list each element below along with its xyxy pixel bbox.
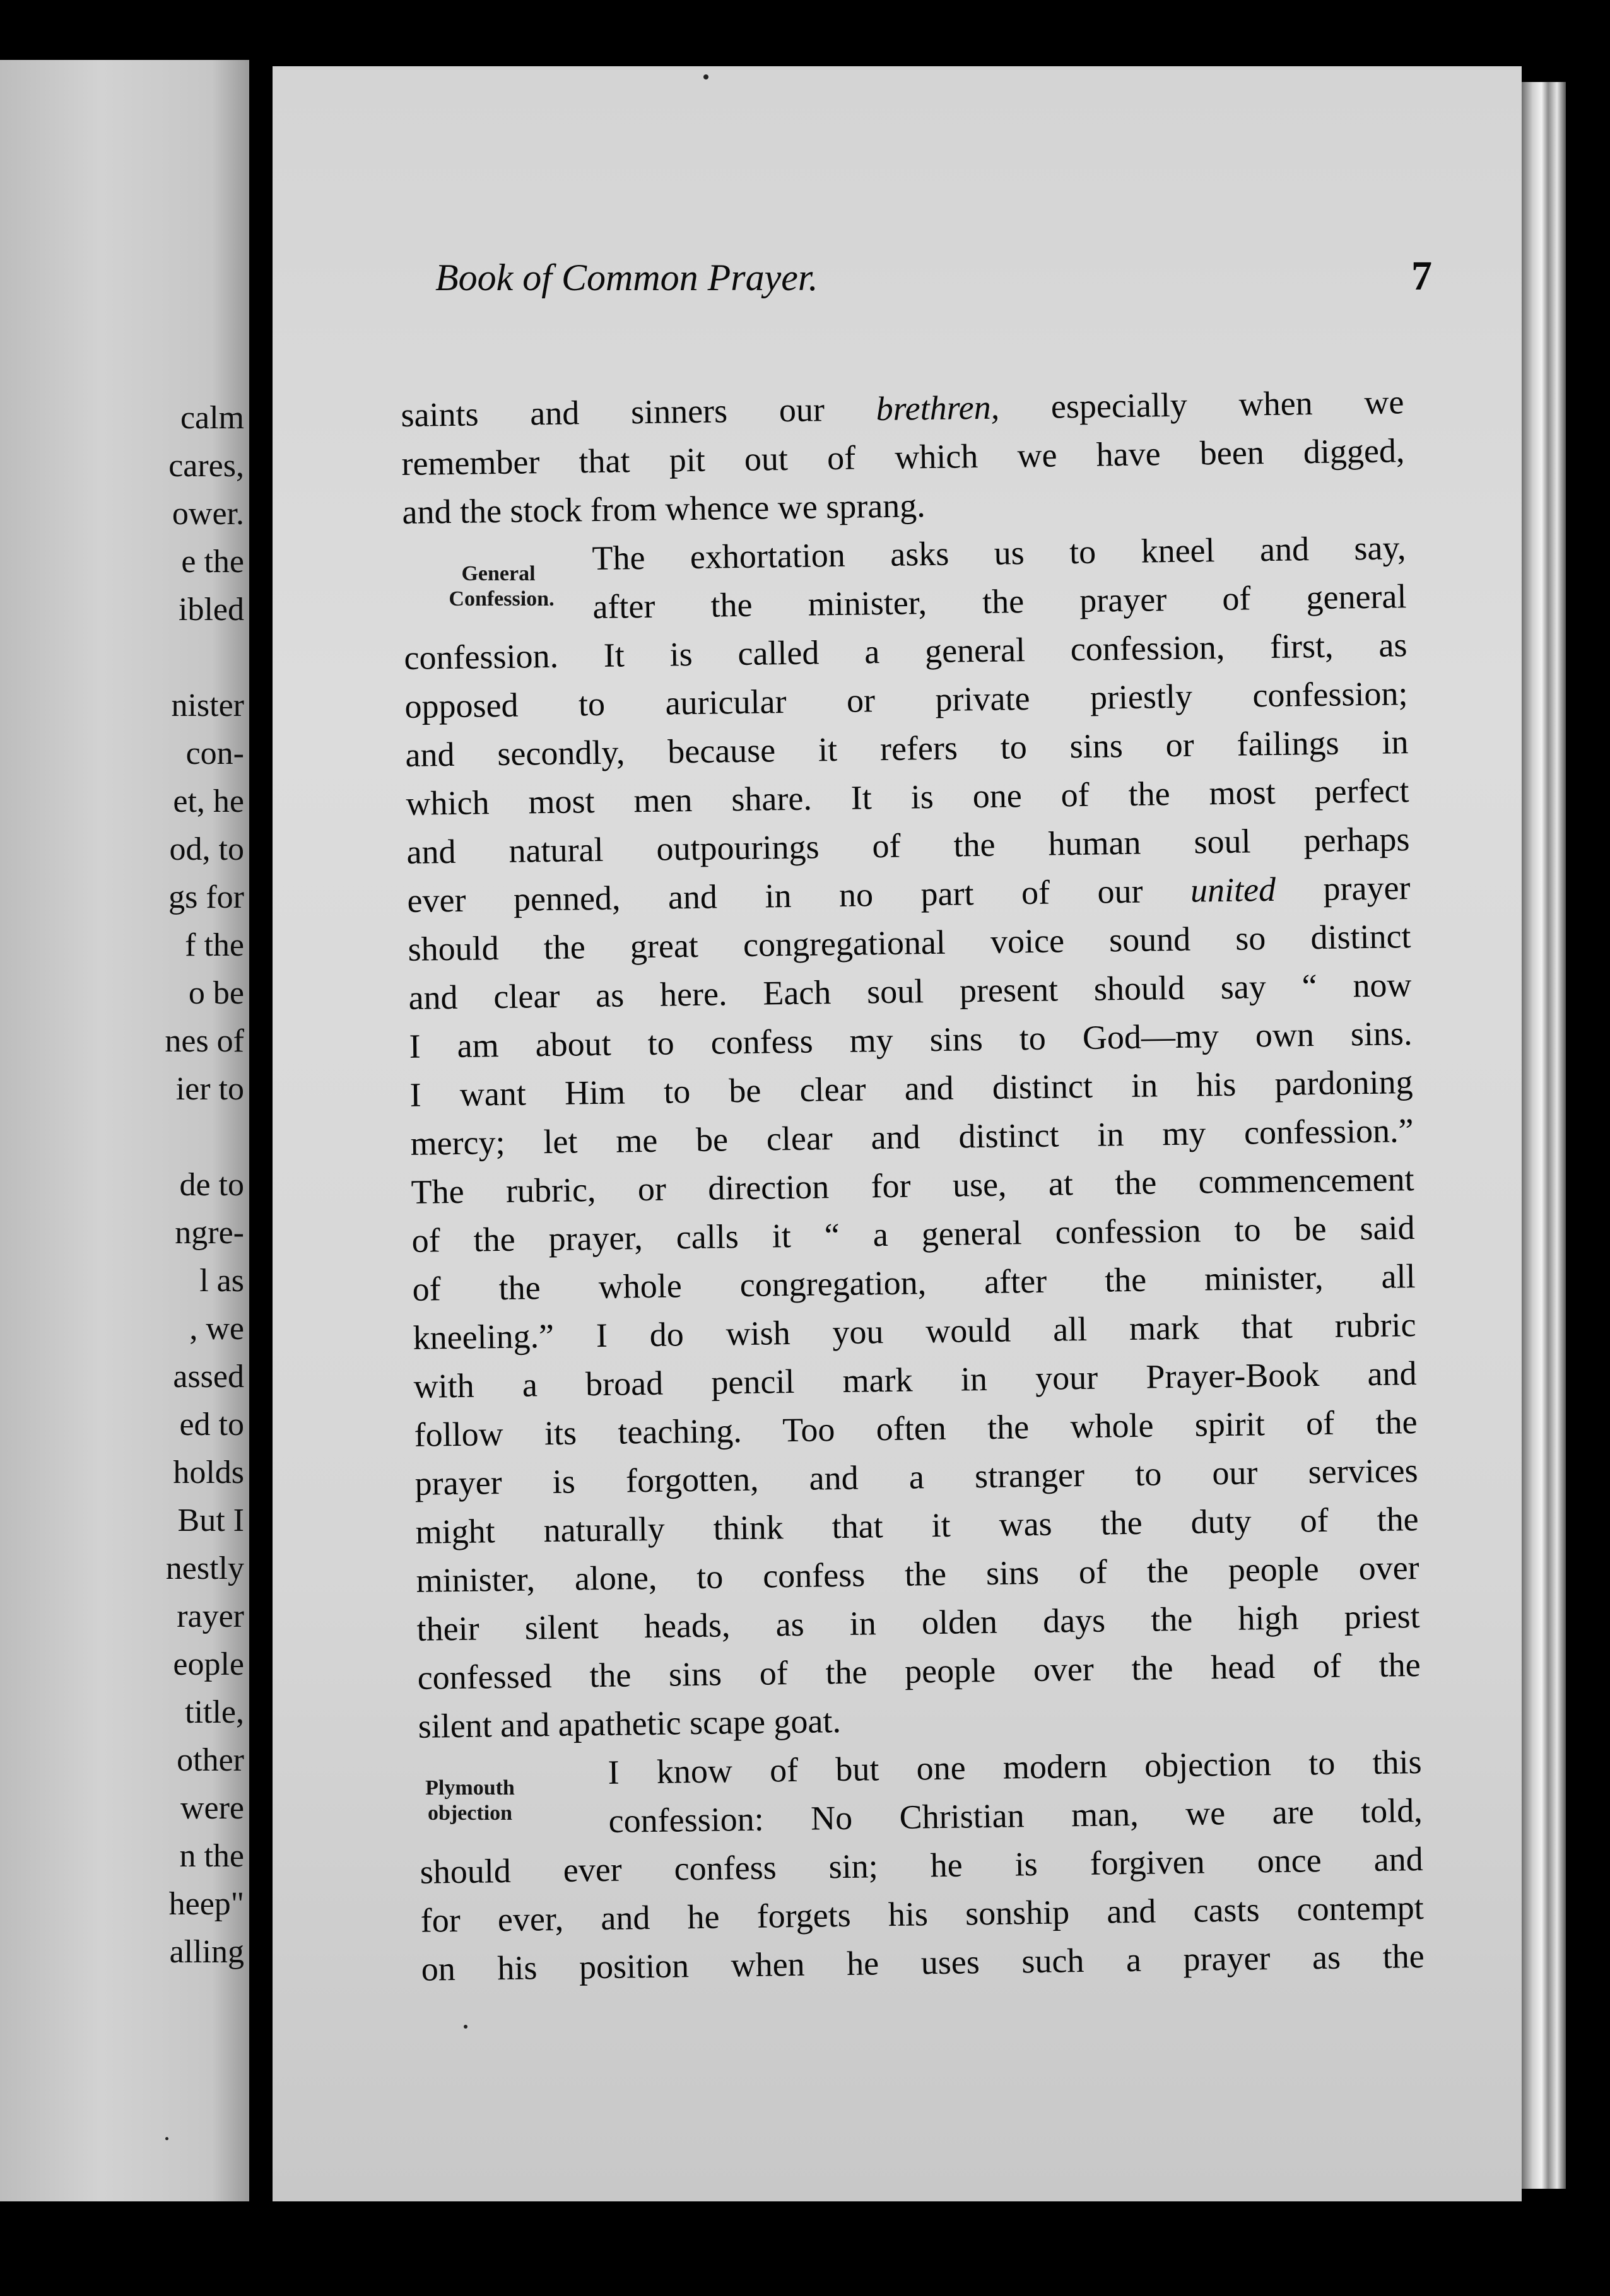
left-page-line: ngre- bbox=[175, 1215, 244, 1251]
left-page-line: ower. bbox=[172, 496, 244, 532]
body-line-text: follow its teaching. Too often the whole spirit of the bbox=[414, 1403, 1418, 1454]
body-line-text: should ever confess sin; he is forgiven once and bbox=[420, 1839, 1423, 1891]
body-line-text: I am about to confess my sins to God—my own sins. bbox=[409, 1014, 1413, 1065]
left-page-line: cares, bbox=[168, 448, 244, 484]
left-page-line: et, he bbox=[173, 783, 244, 819]
running-title: Book of Common Prayer. bbox=[435, 257, 818, 298]
body-line-text: prayer is forgotten, and a stranger to our services bbox=[414, 1451, 1418, 1502]
left-page-line: nister bbox=[171, 688, 244, 723]
body-line-text: opposed to auricular or private priestly confession; bbox=[404, 674, 1408, 725]
body-line-text: for ever, and he forgets his sonship and casts contempt bbox=[420, 1888, 1424, 1940]
body-line-text: and natural outpourings of the human soul perhaps bbox=[406, 820, 1410, 871]
left-page-line: de to bbox=[179, 1167, 244, 1203]
left-page-line: ibled bbox=[179, 592, 244, 628]
body-line-text: confessed the sins of the people over the head of the bbox=[417, 1646, 1421, 1697]
body-line-text: with a broad pencil mark in your Prayer-Book and bbox=[413, 1354, 1417, 1405]
body-line-text: minister, alone, to confess the sins of the people over bbox=[416, 1549, 1419, 1600]
left-page-line: But I bbox=[177, 1502, 244, 1538]
left-page-line: calm bbox=[180, 400, 244, 436]
body-text bbox=[401, 378, 1425, 1994]
left-page-line: alling bbox=[169, 1934, 244, 1970]
body-line-text: saints and sinners our bbox=[401, 390, 877, 434]
emphasized-word: united bbox=[1190, 870, 1276, 910]
body-line-text: The exhortation asks us to kneel and say, bbox=[592, 529, 1406, 578]
left-page-line: , we bbox=[189, 1311, 244, 1347]
scan-speck bbox=[165, 2137, 168, 2140]
left-page-line: f the bbox=[185, 927, 244, 963]
scan-speck bbox=[703, 74, 708, 79]
left-page-line: heep" bbox=[168, 1886, 244, 1922]
body-line-text: prayer bbox=[1275, 869, 1411, 908]
left-page-line: con- bbox=[185, 735, 244, 771]
body-line-text: of the whole congregation, after the minister, all bbox=[412, 1257, 1416, 1308]
left-page-line: e the bbox=[181, 544, 244, 580]
page-block-edge bbox=[1522, 82, 1566, 2189]
left-page-line: gs for bbox=[168, 879, 244, 915]
marginal-note-line: objection bbox=[427, 1801, 513, 1825]
left-page-line: rayer bbox=[177, 1598, 244, 1634]
left-page-line: were bbox=[180, 1790, 244, 1826]
left-page-line: nes of bbox=[165, 1023, 244, 1059]
left-page-line: assed bbox=[173, 1359, 244, 1395]
body-line-text: after the minister, the prayer of general bbox=[592, 577, 1407, 626]
body-line-text: confession. It is called a general confession, first, as bbox=[404, 626, 1407, 677]
left-page-line: nestly bbox=[165, 1550, 244, 1586]
marginal-note-line: General bbox=[461, 562, 536, 585]
body-line-text: of the prayer, calls it “ a general confession to be said bbox=[411, 1209, 1415, 1260]
left-page-line: holds bbox=[173, 1455, 244, 1491]
left-page-line: n the bbox=[179, 1838, 244, 1874]
left-page-text bbox=[0, 394, 244, 1976]
body-line-text: I know of but one modern objection to this bbox=[608, 1743, 1422, 1791]
left-page-line: other bbox=[177, 1742, 244, 1778]
marginal-note-line: Confession. bbox=[449, 587, 555, 611]
body-line-text: remember that pit out of which we have been digged, bbox=[401, 431, 1405, 483]
scan-speck bbox=[464, 2025, 467, 2029]
left-page-line: title, bbox=[185, 1694, 244, 1730]
body-line-text: especially when we bbox=[999, 383, 1404, 426]
left-page-line: l as bbox=[199, 1263, 244, 1299]
left-page-line: o be bbox=[188, 975, 244, 1011]
left-page-line: eople bbox=[173, 1646, 244, 1682]
body-line-text: their silent heads, as in olden days the high priest bbox=[416, 1597, 1420, 1648]
left-page-paragraph-gap bbox=[0, 1113, 244, 1161]
body-line-text: ever penned, and in no part of our bbox=[407, 871, 1191, 920]
body-line-text: which most men share. It is one of the most perfect bbox=[406, 771, 1409, 823]
left-page-fragment bbox=[0, 60, 249, 2201]
body-line-text: I want Him to be clear and distinct in his pardoning bbox=[409, 1063, 1413, 1114]
body-line-text: and secondly, because it refers to sins or failings in bbox=[405, 723, 1409, 774]
body-line-text: and the stock from whence we sprang. bbox=[402, 486, 926, 531]
body-line-text: mercy; let me be clear and distinct in my confession.” bbox=[410, 1111, 1414, 1163]
marginal-note-line: Plymouth bbox=[425, 1776, 515, 1800]
body-line-text: on his position when he uses such a prayer as the bbox=[421, 1936, 1425, 1988]
left-page-line: od, to bbox=[169, 831, 244, 867]
running-head bbox=[435, 252, 1432, 303]
body-line-text: silent and apathetic scape goat. bbox=[418, 1702, 842, 1745]
body-line-text: and clear as here. Each soul present should say “ now bbox=[408, 966, 1412, 1017]
left-page-line: ier to bbox=[175, 1071, 244, 1107]
body-line-text: The rubric, or direction for use, at the commencement bbox=[411, 1160, 1414, 1211]
left-page-line: ed to bbox=[179, 1407, 244, 1443]
body-line-text: might naturally think that it was the duty of the bbox=[415, 1500, 1419, 1551]
body-line-text: confession: No Christian man, we are told, bbox=[608, 1791, 1423, 1840]
body-line-text: kneeling.” I do wish you would all mark that rubric bbox=[413, 1306, 1416, 1357]
emphasized-word: brethren, bbox=[876, 388, 1000, 428]
left-page-paragraph-gap bbox=[0, 634, 244, 682]
page-number: 7 bbox=[1411, 253, 1432, 299]
body-line-text: should the great congregational voice sound so distinct bbox=[408, 917, 1411, 968]
